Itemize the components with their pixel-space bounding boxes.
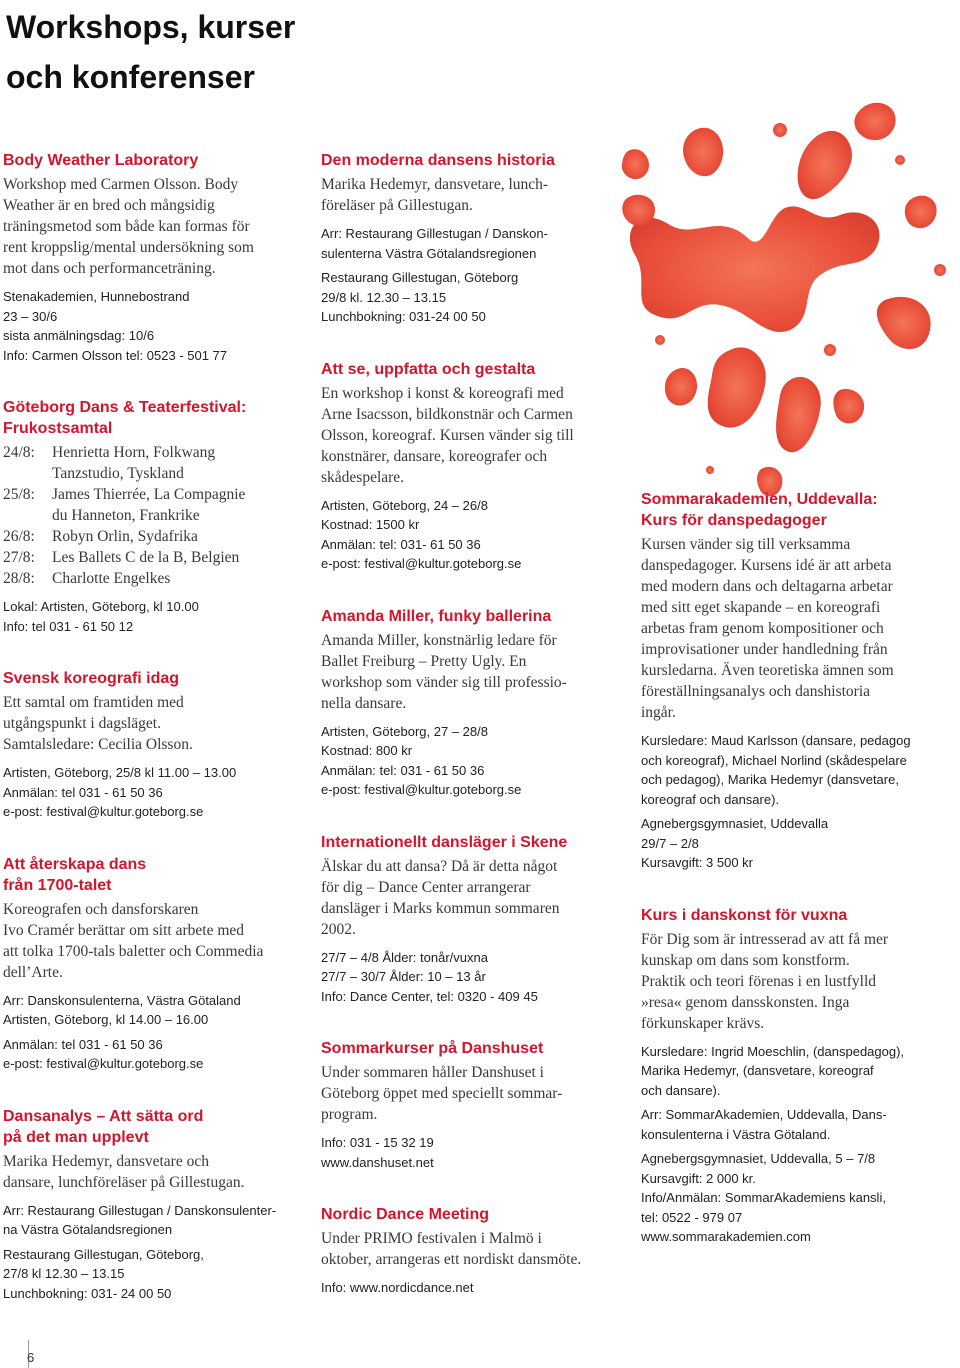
info-line: na Västra Götalandsregionen: [3, 1222, 173, 1237]
column-middle: [321, 150, 626, 1330]
program-row: [3, 484, 303, 526]
article-body: [3, 899, 303, 983]
body-line: Under sommaren håller Danshuset i: [321, 1064, 544, 1081]
article-body: [3, 1151, 303, 1193]
body-line: Workshop med Carmen Olsson. Body: [3, 176, 239, 193]
info-block: [321, 948, 626, 1007]
body-line: arbetas fram genom kompositioner och: [641, 620, 884, 637]
info-block: [3, 1245, 303, 1304]
article-title-line: Svensk koreografi idag: [3, 670, 180, 687]
column-left: [3, 150, 303, 1335]
page-title-line2: och konferenser: [6, 59, 255, 95]
info-block: [321, 496, 626, 574]
article-info: [321, 1278, 626, 1298]
program-list: [3, 442, 303, 589]
article-info: [321, 948, 626, 1007]
article-title-line: Att se, uppfatta och gestalta: [321, 360, 536, 378]
program-text-line: Henrietta Horn, Folkwang: [52, 444, 216, 461]
article-info: [3, 991, 303, 1074]
info-block: [3, 1035, 303, 1074]
body-line: kunskap om dans som konstform.: [641, 951, 850, 969]
article-title-line: på det man upplevt: [3, 1128, 149, 1146]
info-block: [641, 731, 941, 809]
body-line: dell’Arte.: [3, 963, 63, 981]
info-line: e-post: festival@kultur.goteborg.se: [3, 1056, 204, 1071]
article-body: [3, 692, 303, 755]
body-line: För Dig som är intresserad av att få mer: [641, 930, 889, 948]
info-line: Kursledare: Maud Karlsson (dansare, pedagog: [641, 733, 911, 748]
info-line: Arr: Danskonsulenterna, Västra Götaland: [3, 992, 241, 1008]
info-block: [3, 1201, 303, 1240]
body-line: mot dans och performanceträning.: [3, 260, 216, 277]
info-line: Info/Anmälan: SommarAkademiens kansli,: [641, 1190, 886, 1205]
article-title-line: Internationellt dansläger i Skene: [321, 833, 568, 851]
article-moderna-dansens-historia: [321, 150, 626, 327]
body-line: rent kroppslig/mental undersökning som: [3, 239, 254, 256]
program-text: [52, 484, 303, 526]
body-line: dansare, lunchföreläser på Gillestugan.: [3, 1173, 245, 1191]
program-row: [3, 442, 303, 484]
info-line: och koreograf), Michael Norlind (skådespelare: [641, 752, 907, 768]
body-line: skådespelare.: [321, 468, 405, 486]
info-line: www.danshuset.net: [321, 1154, 434, 1170]
info-block: [321, 1278, 626, 1298]
program-text-line: James Thierrée, La Compagnie: [52, 486, 246, 503]
article-body: [321, 856, 626, 940]
info-block: [3, 991, 303, 1030]
program-date: 27/8:: [3, 549, 35, 566]
article-info: [641, 731, 941, 873]
article-title: [321, 1204, 626, 1225]
article-body: [321, 174, 626, 216]
body-line: Älskar du att dansa? Då är detta något: [321, 857, 558, 875]
program-text-line: Tanzstudio, Tyskland: [52, 465, 184, 482]
info-line: Info: tel 031 - 61 50 12: [3, 618, 134, 634]
info-line: Artisten, Göteborg, kl 14.00 – 16.00: [3, 1012, 209, 1027]
article-title-line: Nordic Dance Meeting: [321, 1206, 490, 1223]
body-line: föreställningsanalys och danshistoria: [641, 683, 871, 700]
info-line: Agnebergsgymnasiet, Uddevalla, 5 – 7/8: [641, 1151, 876, 1166]
article-title-line: från 1700-talet: [3, 876, 112, 894]
body-line: 2002.: [321, 920, 356, 938]
info-block: [641, 1042, 941, 1101]
article-body: [321, 1228, 626, 1270]
body-line: Weather är en bred och mångsidig: [3, 197, 215, 214]
info-line: 27/8 kl 12.30 – 13.15: [3, 1266, 125, 1281]
body-line: nella dansare.: [321, 694, 407, 712]
body-line: Samtalsledare: Cecilia Olsson.: [3, 736, 193, 753]
info-line: Artisten, Göteborg, 25/8 kl 11.00 – 13.00: [3, 765, 237, 780]
program-text-line: du Hanneton, Frankrike: [52, 507, 200, 524]
page-number: 6: [27, 1350, 35, 1365]
info-line: Lunchbokning: 031-24 00 50: [321, 309, 486, 324]
body-line: workshop som vänder sig till professio-: [321, 673, 567, 691]
article-amanda-miller: [321, 606, 626, 800]
article-title-line: Frukostsamtal: [3, 420, 113, 437]
info-line: 27/7 – 4/8 Ålder: tonår/vuxna: [321, 949, 488, 965]
article-body: [3, 174, 303, 279]
info-line: Arr: Restaurang Gillestugan / Danskonsulenter-: [3, 1202, 277, 1218]
info-line: koreograf och dansare).: [641, 791, 780, 807]
info-line: Lokal: Artisten, Göteborg, kl 10.00: [3, 599, 199, 614]
info-line: och dansare).: [641, 1082, 721, 1098]
program-text: [52, 568, 303, 589]
info-line: sista anmälningsdag: 10/6: [3, 328, 155, 343]
body-line: Marika Hedemyr, dansvetare och: [3, 1152, 209, 1170]
article-att-se-uppfatta: [321, 359, 626, 574]
info-line: e-post: festival@kultur.goteborg.se: [321, 556, 522, 571]
info-block: [641, 1105, 941, 1144]
info-block: [3, 597, 303, 636]
info-line: och pedagog), Marika Hedemyr (dansvetare,: [641, 772, 899, 787]
info-line: 29/7 – 2/8: [641, 835, 699, 851]
body-line: Praktik och teori förenas i en lustfylld: [641, 972, 877, 990]
info-line: konsulenterna i Västra Götaland.: [641, 1126, 831, 1142]
info-line: sulenterna Västra Götalandsregionen: [321, 245, 537, 261]
article-svensk-koreografi: [3, 668, 303, 822]
article-title: [321, 359, 626, 380]
info-line: e-post: festival@kultur.goteborg.se: [3, 804, 204, 819]
info-line: Stenakademien, Hunnebostrand: [3, 289, 190, 304]
info-line: Artisten, Göteborg, 24 – 26/8: [321, 497, 488, 513]
article-title: [641, 905, 941, 926]
page-title: [6, 2, 295, 102]
article-frukostsamtal: [3, 397, 303, 636]
article-title: [321, 150, 626, 171]
article-info: [321, 224, 626, 327]
body-line: kursledarna. Även teoretiska ämnen som: [641, 662, 894, 679]
info-block: [3, 287, 303, 365]
body-line: dansläger i Marks kommun sommaren: [321, 899, 560, 917]
article-info: [321, 1133, 626, 1172]
info-line: tel: 0522 - 979 07: [641, 1209, 743, 1225]
body-line: Amanda Miller, konstnärlig ledare för: [321, 631, 557, 649]
program-row: [3, 568, 303, 589]
body-line: program.: [321, 1106, 378, 1123]
body-line: Kursen vänder sig till verksamma: [641, 536, 851, 553]
info-line: Anmälan: tel: 031- 61 50 36: [321, 536, 481, 552]
body-line: Ett samtal om framtiden med: [3, 694, 184, 711]
info-line: Anmälan: tel 031 - 61 50 36: [3, 784, 163, 800]
article-info: [321, 496, 626, 574]
article-info: [3, 287, 303, 365]
program-text: [52, 547, 303, 568]
article-title: [3, 1106, 303, 1148]
article-info: [321, 722, 626, 800]
program-date: 25/8:: [3, 486, 35, 503]
article-danskonst-vuxna: [641, 905, 941, 1247]
article-body: [321, 383, 626, 488]
body-line: oktober, arrangeras ett nordiskt dansmöte.: [321, 1251, 582, 1268]
article-nordic-dance-meeting: [321, 1204, 626, 1298]
page-title-line1: Workshops, kurser: [6, 9, 296, 45]
info-line: 29/8 kl. 12.30 – 13.15: [321, 289, 447, 305]
article-title: [3, 854, 303, 896]
article-body-weather-laboratory: [3, 150, 303, 365]
article-title-line: Amanda Miller, funky ballerina: [321, 607, 552, 625]
info-line: Kursavgift: 2 000 kr.: [641, 1170, 756, 1186]
body-line: föreläser på Gillestugan.: [321, 197, 473, 214]
info-block: [641, 1149, 941, 1247]
article-body: [321, 1062, 626, 1125]
body-line: Göteborg öppet med speciellt sommar-: [321, 1085, 563, 1102]
info-line: www.sommarakademien.com: [641, 1229, 811, 1244]
body-line: improvisationer under handledning från: [641, 641, 888, 658]
body-line: konstnärer, dansare, koreografer och: [321, 447, 548, 465]
info-line: Arr: Restaurang Gillestugan / Danskon-: [321, 226, 548, 241]
article-title: [321, 832, 626, 853]
info-line: e-post: festival@kultur.goteborg.se: [321, 782, 522, 797]
program-text: [52, 526, 303, 547]
red-watercolor-splash-image: [600, 90, 960, 510]
article-aterskapa-dans: [3, 854, 303, 1074]
article-title-line: Den moderna dansens historia: [321, 152, 555, 169]
article-info: [3, 1201, 303, 1304]
body-line: »resa« genom dansskonsten. Inga: [641, 993, 850, 1011]
body-line: Under PRIMO festivalen i Malmö i: [321, 1230, 542, 1247]
body-line: med sitt eget skapande – en koreografi: [641, 599, 881, 616]
article-title-line: Att återskapa dans: [3, 855, 147, 873]
body-line: En workshop i konst & koreografi med: [321, 384, 564, 402]
info-line: Artisten, Göteborg, 27 – 28/8: [321, 723, 488, 739]
program-text-line: Robyn Orlin, Sydafrika: [52, 528, 198, 545]
info-block: [321, 224, 626, 263]
body-line: utgångspunkt i dagsläget.: [3, 715, 161, 732]
column-right: [641, 489, 941, 1279]
article-title: [641, 489, 941, 531]
article-sommarkurser-danshuset: [321, 1038, 626, 1172]
info-line: Anmälan: tel 031 - 61 50 36: [3, 1036, 163, 1052]
info-line: Restaurang Gillestugan, Göteborg: [321, 270, 519, 285]
info-line: Arr: SommarAkademien, Uddevalla, Dans-: [641, 1107, 887, 1122]
body-line: danspedagoger. Kursens idé är att arbeta: [641, 557, 892, 574]
info-line: Info: www.nordicdance.net: [321, 1280, 474, 1295]
info-line: Anmälan: tel: 031 - 61 50 36: [321, 762, 485, 778]
article-sommarakademien: [641, 489, 941, 873]
body-line: att tolka 1700-tals baletter och Commedia: [3, 942, 264, 960]
article-dansanalys: [3, 1106, 303, 1304]
program-text-line: Charlotte Engelkes: [52, 570, 171, 587]
info-line: Marika Hedemyr, (dansvetare, koreograf: [641, 1063, 874, 1078]
body-line: Koreografen och dansforskaren: [3, 900, 199, 918]
article-danslager-skene: [321, 832, 626, 1007]
body-line: Marika Hedemyr, dansvetare, lunch-: [321, 176, 549, 193]
article-info: [3, 763, 303, 822]
info-line: Info: Dance Center, tel: 0320 - 409 45: [321, 988, 538, 1004]
body-line: Arne Isacsson, bildkonstnär och Carmen: [321, 405, 573, 423]
article-body: [641, 929, 941, 1034]
article-title-line: Sommarakademien, Uddevalla:: [641, 491, 878, 508]
article-title-line: Kurs i danskonst för vuxna: [641, 906, 848, 924]
program-date: 24/8:: [3, 444, 35, 461]
info-line: 23 – 30/6: [3, 308, 58, 324]
body-line: med modern dans och deltagarna arbetar: [641, 578, 893, 595]
article-title-line: Body Weather Laboratory: [3, 152, 199, 169]
article-title: [3, 397, 303, 439]
article-title-line: Göteborg Dans & Teaterfestival:: [3, 399, 247, 416]
body-line: för dig – Dance Center arrangerar: [321, 878, 531, 896]
program-date: 26/8:: [3, 528, 35, 545]
body-line: träningsmetod som både kan formas för: [3, 218, 250, 235]
info-line: Info: Carmen Olsson tel: 0523 - 501 77: [3, 347, 228, 363]
info-line: 27/7 – 30/7 Ålder: 10 – 13 år: [321, 969, 486, 984]
program-row: [3, 526, 303, 547]
info-block: [321, 722, 626, 800]
info-block: [641, 814, 941, 873]
info-line: Kostnad: 1500 kr: [321, 517, 420, 532]
body-line: Ballet Freiburg – Pretty Ugly. En: [321, 652, 527, 670]
article-title: [3, 150, 303, 171]
info-line: Info: 031 - 15 32 19: [321, 1135, 434, 1150]
info-line: Kostnad: 800 kr: [321, 743, 413, 758]
article-title: [321, 606, 626, 627]
article-title: [3, 668, 303, 689]
body-line: Ivo Cramér berättar om sitt arbete med: [3, 921, 245, 939]
article-body: [321, 630, 626, 714]
body-line: Olsson, koreograf. Kursen vänder sig till: [321, 426, 574, 444]
program-text: [52, 442, 303, 484]
program-date: 28/8:: [3, 570, 35, 587]
article-title-line: Sommarkurser på Danshuset: [321, 1040, 544, 1057]
info-line: Restaurang Gillestugan, Göteborg,: [3, 1246, 204, 1262]
program-text-line: Les Ballets C de la B, Belgien: [52, 549, 240, 566]
article-title-line: Dansanalys – Att sätta ord: [3, 1107, 204, 1125]
article-title-line: Kurs för danspedagoger: [641, 512, 827, 529]
info-block: [321, 268, 626, 327]
info-line: Lunchbokning: 031- 24 00 50: [3, 1285, 172, 1301]
body-line: förkunskaper krävs.: [641, 1014, 765, 1032]
article-info: [3, 597, 303, 636]
info-block: [3, 763, 303, 822]
info-line: Kursledare: Ingrid Moeschlin, (danspedagog),: [641, 1043, 905, 1059]
info-block: [321, 1133, 626, 1172]
article-body: [641, 534, 941, 723]
article-title: [321, 1038, 626, 1059]
info-line: Agnebergsgymnasiet, Uddevalla: [641, 816, 829, 831]
info-line: Kursavgift: 3 500 kr: [641, 855, 753, 870]
program-row: [3, 547, 303, 568]
body-line: ingår.: [641, 704, 676, 721]
article-info: [641, 1042, 941, 1247]
